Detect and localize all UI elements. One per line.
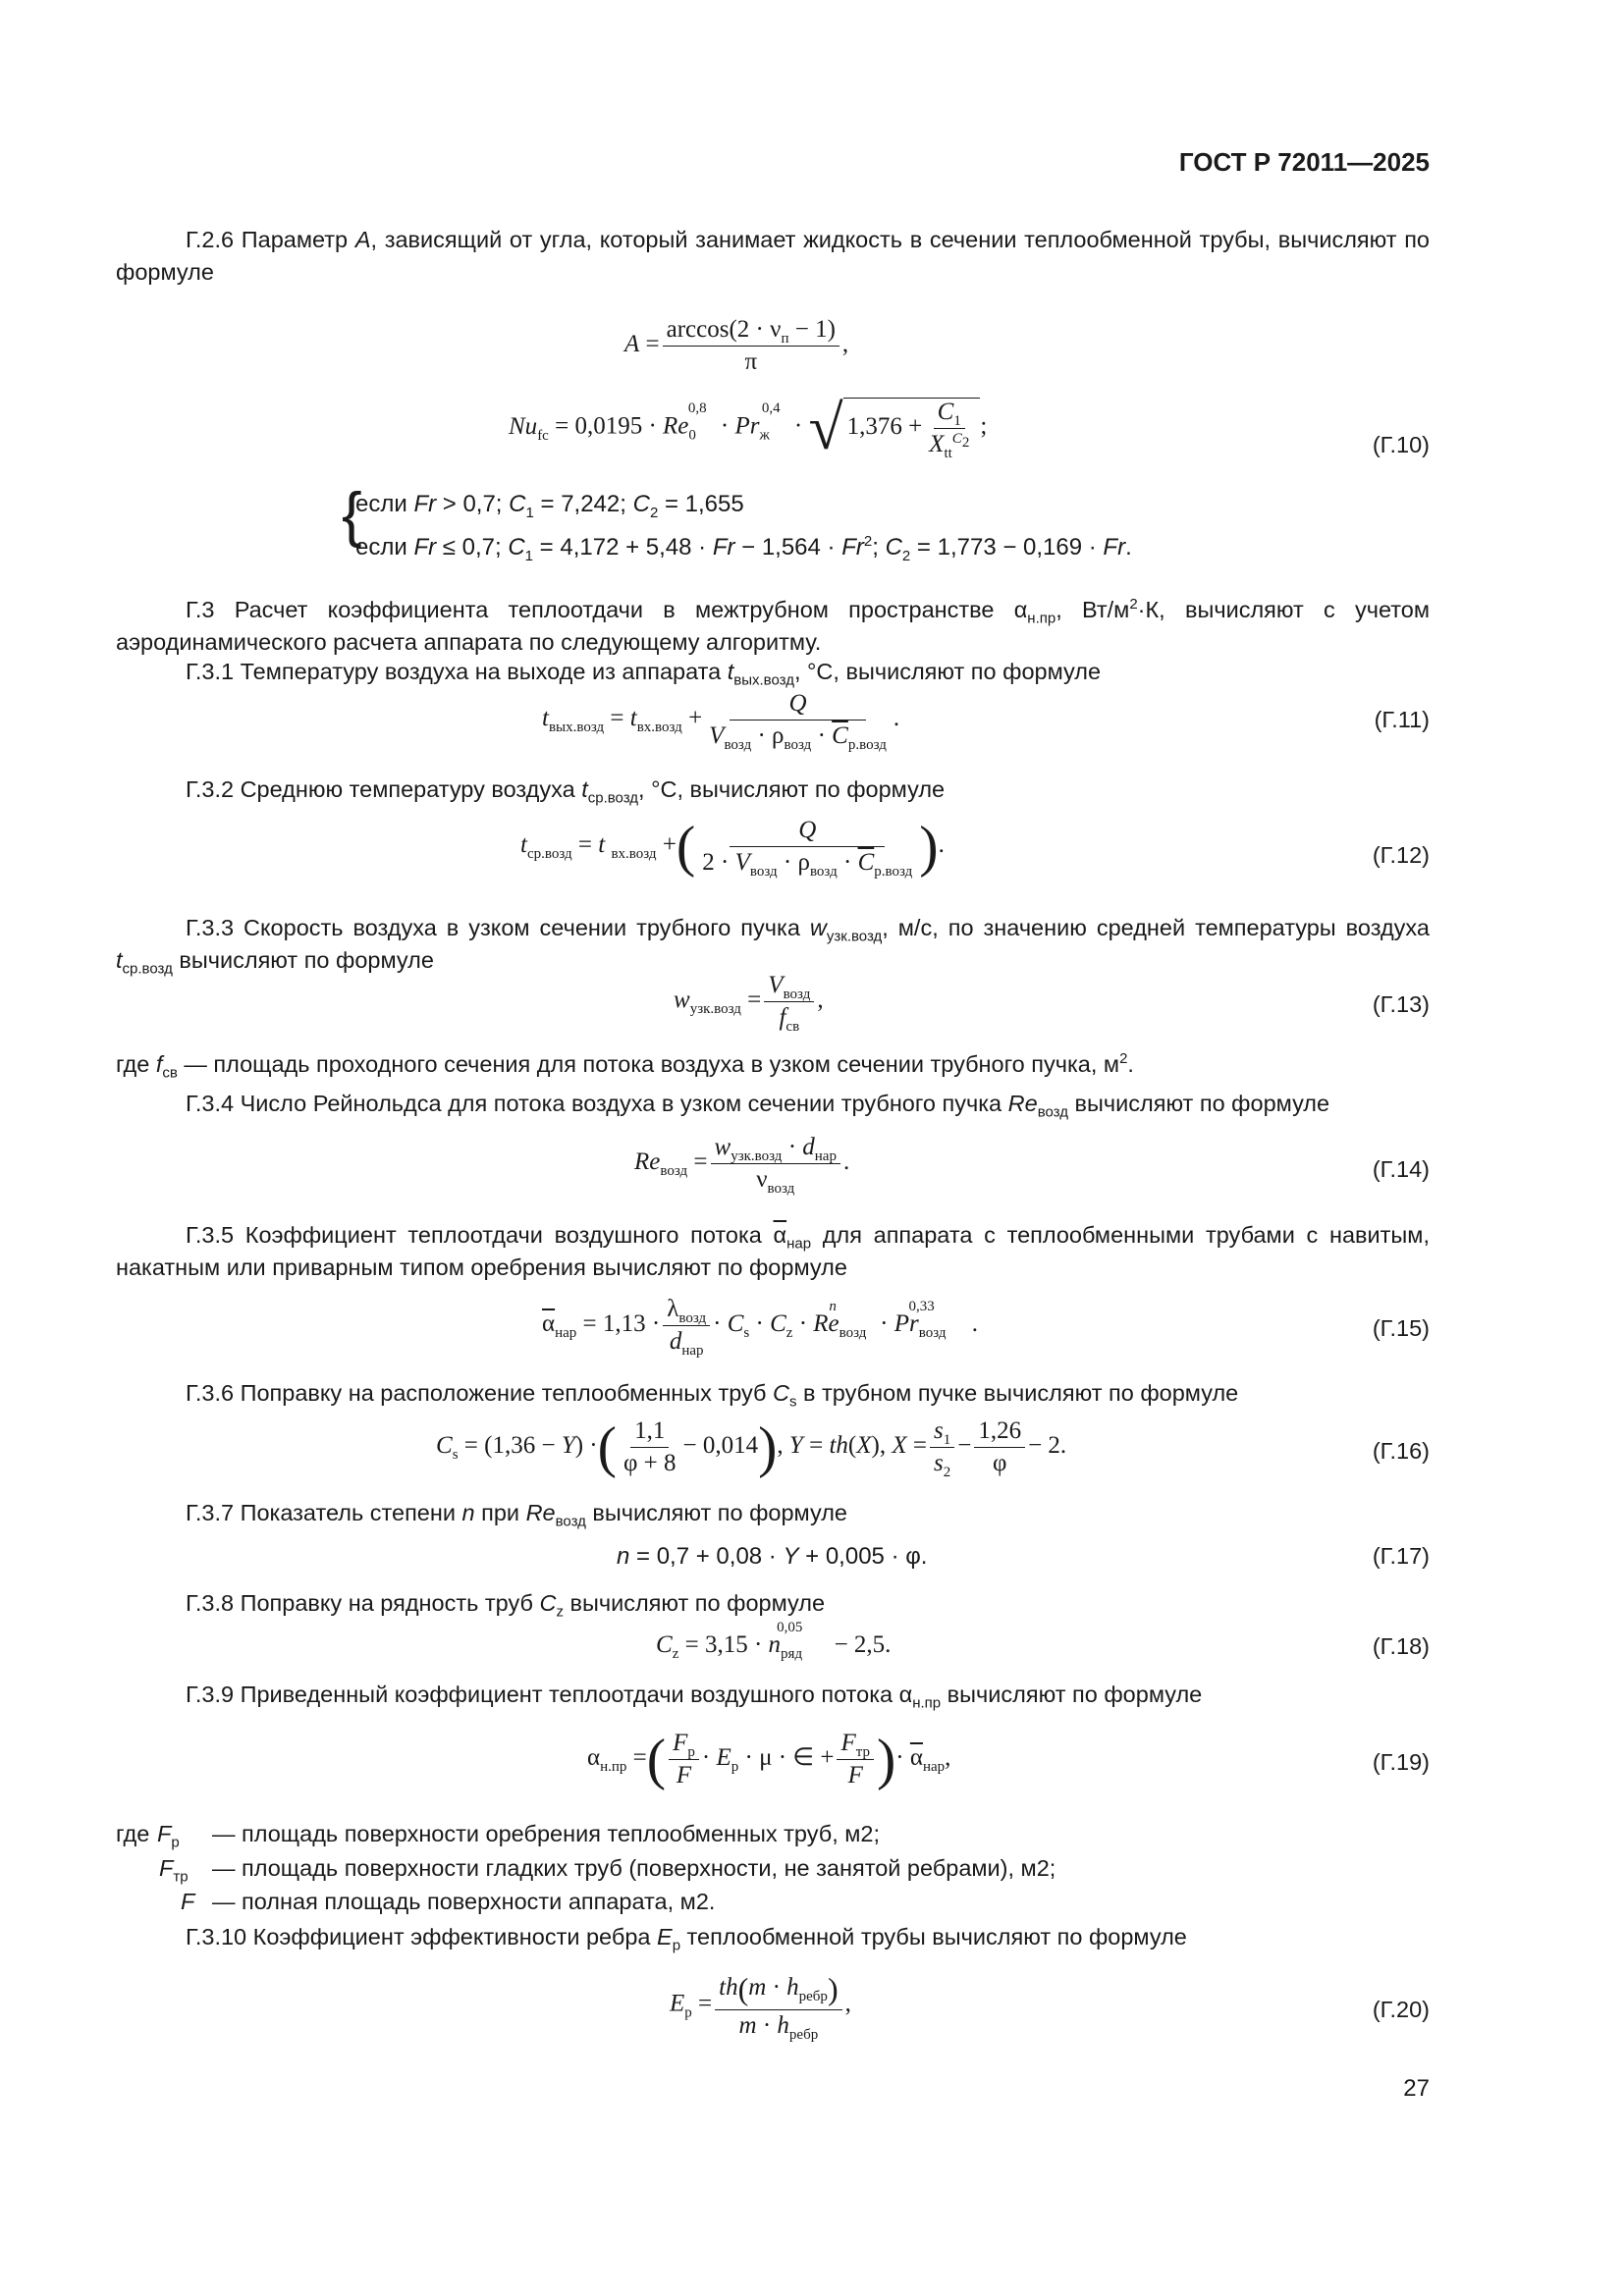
formula-g20: $E_р$ = $\frac{th(m \cdot h_{ребр})}{m \cdot h_{ребр}}$ ,: [670, 1971, 851, 2043]
formula-g18: $C_z = 3,15 \cdot n_{ряд}^{0,05} - 2,5$.: [656, 1619, 892, 1662]
formula-g16: $C_s = (1,36 - Y)$ ·( $\frac{1,1}{\varphi + 8}$ − 0,014), Y = th(X), X = $\frac{s_1}{s_2}$ − $\frac{1,26}{\varphi}$ − 2.: [436, 1415, 1067, 1480]
paragraph-g31: Г.3.1 Температуру воздуха на выходе из аппарата $t_{вых.возд}$, °С, вычисляют по формуле: [186, 659, 1102, 689]
paragraph-g32: Г.3.2 Среднюю температуру воздуха $t_{ср.возд}$, °С, вычисляют по формуле: [186, 776, 946, 807]
formula-g13: $w_{узк.возд}$ = $\frac{V_{возд}}{f_{св}}$ ,: [674, 972, 824, 1035]
where-symbol-ftr: $F_{тр}$: [159, 1855, 189, 1886]
where-text-ftr: — площадь поверхности гладких труб (поверхности, не занятой ребрами), м2;: [212, 1855, 1056, 1881]
paragraph-g26: Г.2.6 Параметр A, зависящий от угла, который занимает жидкость в сечении теплообменной трубы, вычисляют по формуле: [116, 227, 1430, 285]
standard-header: ГОСТ Р 72011—2025: [1178, 147, 1430, 177]
paragraph-g33: Г.3.3 Скорость воздуха в узком сечении трубного пучка $w_{узк.возд}$, м/с, по значению средней температуры воздуха $t_{ср.возд}$ вычисляют по формуле: [116, 915, 1430, 978]
formula-g14: $Re_{возд}$ = $\frac{w_{узк.возд} \cdot d_{нар}}{\nu_{возд}}$ .: [634, 1134, 850, 1197]
formula-g11: $t_{вых.возд} = t_{вх.возд}$ + $\frac{Q}{V_{возд} \cdot \rho_{возд} \cdot \overline{C}_{р.возд}}$ .: [542, 690, 900, 753]
eq-number-g15: (Г.15): [1372, 1315, 1430, 1341]
where-symbol-f: F: [181, 1889, 195, 1914]
where-text-f: — полная площадь поверхности аппарата, м2.: [212, 1889, 716, 1914]
eq-number-g17: (Г.17): [1372, 1543, 1430, 1569]
cases-brace: {: [342, 481, 362, 549]
eq-number-g14: (Г.14): [1372, 1156, 1430, 1182]
formula-g10-case2: если Fr ≤ 0,7; $C_1 = 4,172 + 5,48 \cdot Fr - 1,564 \cdot Fr^2$; $C_2 = 1,773 - 0,169 \cdot Fr$.: [355, 533, 1132, 564]
page-number: 27: [1403, 2075, 1430, 2102]
formula-g19: $\alpha_{н.пр}$ =( $\frac{F_р}{F}$ · $E_р \cdot \mu$ · ∈ + $\frac{F_{тр}}{F}$ )· $\overline{\alpha}_{нар}$,: [587, 1727, 951, 1791]
where-text-fr: — площадь поверхности оребрения теплообменных труб, м2;: [212, 1821, 881, 1846]
formula-g15: $\overline{\alpha}_{нар} = 1,13$ · $\frac{\lambda_{возд}}{d_{нар}}$ · $C_s \cdot C_z \cdot Re_{возд}^n \cdot Pr_{возд}^{0,33}$.: [542, 1296, 979, 1359]
paragraph-g38: Г.3.8 Поправку на рядность труб $C_z$ вычисляют по формуле: [186, 1590, 826, 1621]
eq-number-g10: (Г.10): [1372, 432, 1430, 457]
paragraph-g35: Г.3.5 Коэффициент теплоотдачи воздушного потока $\overline{\alpha}_{нар}$ для аппарата с теплообменными трубами с навитым, накатным или приварным типом оребрения вычисляют по формуле: [116, 1222, 1430, 1280]
eq-number-g13: (Г.13): [1372, 991, 1430, 1017]
paragraph-g33-where: где $f_{св}$ — площадь проходного сечения для потока воздуха в узком сечении трубного пучка, $м^2$.: [116, 1050, 1134, 1082]
formula-g12: $t_{ср.возд} = t$ $_{вх.возд}$ +( $\frac{Q}{2 \cdot V_{возд} \cdot \rho_{возд} \cdot \overline{C}_{р.возд}}$ ).: [520, 814, 945, 880]
eq-number-g11: (Г.11): [1374, 707, 1430, 732]
eq-number-g20: (Г.20): [1372, 1997, 1430, 2022]
formula-a: A = $\frac{\arccos(2 \cdot \nu_п - 1)}{\pi}$ ,: [624, 316, 849, 375]
eq-number-g16: (Г.16): [1372, 1438, 1430, 1464]
eq-number-g18: (Г.18): [1372, 1633, 1430, 1659]
eq-number-g19: (Г.19): [1372, 1749, 1430, 1775]
paragraph-g3: Г.3 Расчет коэффициента теплоотдачи в межтрубном пространстве $\alpha_{н.пр}$, $Вт/м^2\cdot К$, вычисляют с учетом аэродинамического расчета аппарата по следующему алгоритму.: [116, 596, 1430, 655]
paragraph-g34: Г.3.4 Число Рейнольдса для потока воздуха в узком сечении трубного пучка $Re_{возд}$ вычисляют по формуле: [186, 1091, 1330, 1121]
formula-g10-case1: если Fr > 0,7; $C_1 = 7,242$; $C_2 = 1,655$: [355, 491, 744, 521]
where-label: где: [116, 1821, 150, 1846]
formula-g17: n = 0,7 + 0,08 · Y + 0,005 · φ.: [617, 1543, 928, 1570]
formula-g10: $Nu_{fc} = 0,0195 \cdot Re_0^{0,8} \cdot Pr_ж^{0,4}$ · √ 1,376 + $\frac{C_1}{X_{tt}^{C_2}}$ ;: [509, 393, 988, 462]
paragraph-g310: Г.3.10 Коэффициент эффективности ребра $E_р$ теплообменной трубы вычисляют по формуле: [186, 1924, 1187, 1954]
paragraph-g37: Г.3.7 Показатель степени n при $Re_{возд}$ вычисляют по формуле: [186, 1500, 847, 1530]
paragraph-g36: Г.3.6 Поправку на расположение теплообменных труб $C_s$ в трубном пучке вычисляют по формуле: [186, 1380, 1239, 1411]
where-symbol-fr: $F_р$: [157, 1821, 180, 1851]
eq-number-g12: (Г.12): [1372, 842, 1430, 868]
paragraph-g39: Г.3.9 Приведенный коэффициент теплоотдачи воздушного потока $\alpha_{н.пр}$ вычисляют по формуле: [186, 1682, 1203, 1712]
